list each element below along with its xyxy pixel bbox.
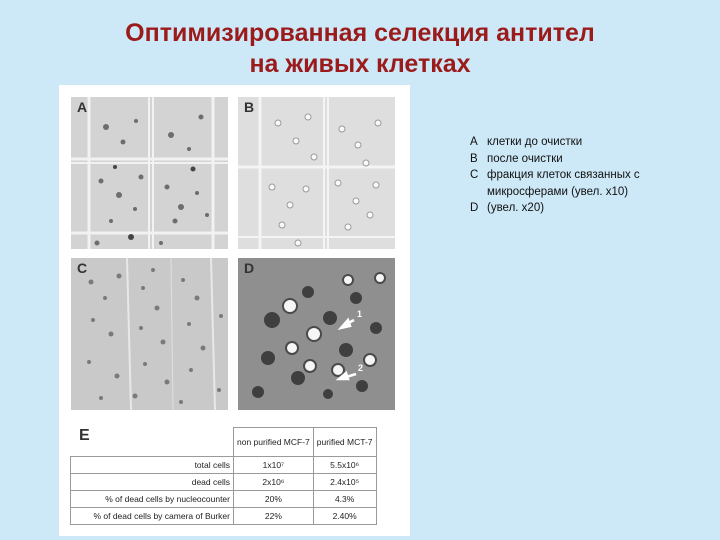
- table-header-blank: [71, 428, 234, 457]
- micrograph-panel-a: [71, 97, 228, 249]
- purified-value: 4.3%: [313, 491, 376, 508]
- micrograph-panel-c: [71, 258, 228, 410]
- legend-text: после очистки: [487, 152, 563, 165]
- arrow-2-label: 2: [358, 363, 364, 373]
- table-row: [71, 508, 377, 525]
- slide-title: [0, 18, 720, 80]
- table-header-non-purified: non purified MCF-7: [234, 428, 314, 457]
- arrow-1-label: 1: [357, 309, 363, 319]
- purified-value: 2.40%: [313, 508, 376, 525]
- legend-item: [470, 200, 710, 217]
- slide-title-line-2: на живых клетках: [249, 50, 471, 78]
- legend-item: [470, 151, 710, 168]
- panel-e-label: E: [79, 427, 90, 444]
- panel-b-label: B: [244, 99, 255, 115]
- row-label: % of dead cells by nucleocounter: [71, 491, 234, 508]
- micrograph-figure: [59, 85, 410, 536]
- table-header-purified: purified MCT-7: [313, 428, 376, 457]
- row-label: % of dead cells by camera of Burker: [71, 508, 234, 525]
- purified-value: 5.5x10⁶: [313, 457, 376, 474]
- panel-c-label: C: [77, 260, 88, 276]
- legend-key: C: [470, 169, 479, 181]
- non-purified-value: 22%: [234, 508, 314, 525]
- micrograph-c-image: [71, 258, 228, 410]
- table-row: [71, 474, 377, 491]
- legend-text: (увел. х20): [487, 202, 545, 214]
- legend-item: [470, 167, 710, 200]
- micrograph-panel-b: [238, 97, 395, 249]
- micrograph-b-image: [238, 97, 395, 249]
- legend-item: [470, 134, 710, 151]
- legend-key: B: [470, 152, 478, 165]
- purified-value: 2.4x10⁵: [313, 474, 376, 491]
- micrograph-panel-d: [238, 258, 395, 410]
- row-label: total cells: [71, 457, 234, 474]
- table-row: [71, 457, 377, 474]
- table-header-row: [71, 428, 377, 457]
- slide-title-line-1: Оптимизированная селекция антител: [125, 19, 595, 47]
- results-table: [70, 427, 377, 525]
- table-row: [71, 491, 377, 508]
- figure-legend: [470, 134, 710, 217]
- legend-key: A: [470, 136, 478, 148]
- non-purified-value: 20%: [234, 491, 314, 508]
- row-label: dead cells: [71, 474, 234, 491]
- legend-key: D: [470, 202, 479, 214]
- legend-text: клетки до очистки: [487, 136, 583, 148]
- legend-text: фракция клеток связанных с микросферами (увел. х10): [487, 169, 640, 198]
- non-purified-value: 1x10⁷: [234, 457, 314, 474]
- micrograph-d-image: [238, 258, 395, 410]
- panel-d-label: D: [244, 260, 255, 276]
- non-purified-value: 2x10⁶: [234, 474, 314, 491]
- micrograph-a-image: [71, 97, 228, 249]
- panel-a-label: A: [77, 99, 88, 115]
